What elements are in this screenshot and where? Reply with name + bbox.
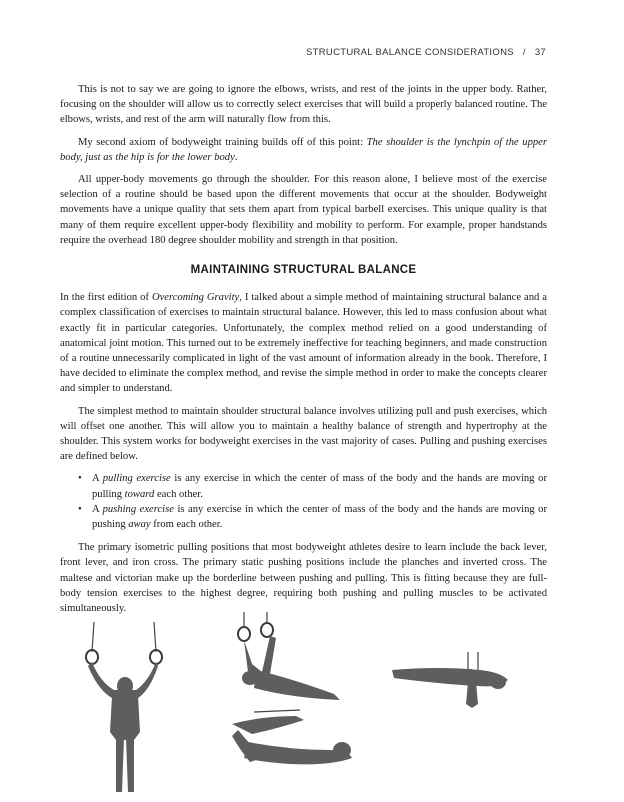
- list-item-emphasis: away: [128, 519, 151, 531]
- list-item-article: A: [92, 473, 103, 485]
- exercise-illustrations: [0, 612, 624, 802]
- paragraph-2-end: .: [234, 151, 238, 163]
- list-item: [60, 502, 547, 532]
- paragraph-6: The primary isometric pulling positions that most bodyweight athletes desire to learn include the back lever, front lever, and iron cross. The primary static pushing positions include the planches and inverted cross. The maltese and victorian make up the borderline between pushing and pulling. This is fitting because they are full-body tension exercises to the highest degree, requiring both pushing and pulling muscles to be activated simultaneously.: [60, 542, 547, 615]
- paragraph-3: All upper-body movements go through the shoulder. For this reason alone, I believe most of the exercise selection of a routine should be based upon the different movements that occur at the shoulder. Bodyweight movements have a unique quality that sets them apart from typical barbell exercises. This unique quality is that many of them require excellent upper-body flexibility and mobility to perform. For example, proper handstands require the overhead 180 degree shoulder mobility and strength in that position.: [60, 174, 547, 246]
- maltese-floor-figure: [232, 710, 352, 764]
- maltese-rings-figure: [238, 612, 340, 700]
- list-item-text: is any exercise in which the center of mass of the body and the hands are moving or pulling: [92, 473, 547, 500]
- page-body: [60, 82, 547, 623]
- definition-list: [60, 471, 547, 532]
- running-header: [306, 47, 546, 58]
- paragraph-1: This is not to say we are going to ignore the elbows, wrists, and rest of the joints in the upper body. Rather, focusing on the shoulder will allow us to correctly select exercises that will build a properly balanced routine. The elbows, wrists, and rest of the arm will naturally flow from this.: [60, 84, 547, 126]
- list-item-emphasis: toward: [124, 488, 155, 500]
- paragraph-4-lead: In the first edition of: [60, 292, 152, 304]
- iron-cross-figure: [86, 622, 162, 792]
- section-heading: MAINTAINING STRUCTURAL BALANCE: [190, 264, 417, 277]
- header-section-title: STRUCTURAL BALANCE CONSIDERATIONS: [306, 47, 514, 58]
- paragraph-4-rest: , I talked about a simple method of maintaining structural balance and a complex classification of exercises to maintain structural balance. However, this led to mass confusion about what exactly fit in particular categories. Unfortunately, the complex method relied on a good understanding of anatomical joint motion. This turned out to be extremely ineffective for teaching beginners, and made construction of a routine unnecessarily complicated in light of the vast amount of information already in the book. Therefore, I have decided to eliminate the complex method, and revise the simple method in order to make the concepts clearer and simpler to understand.: [60, 292, 547, 395]
- list-item-term: pulling exercise: [102, 473, 171, 485]
- axiom-italic: The shoulder is the lynchpin of the upper body, just as the hip is for the lower body: [60, 136, 547, 163]
- page-number: 37: [534, 47, 546, 58]
- paragraph-2: [60, 135, 547, 165]
- figures-svg: [0, 612, 624, 802]
- book-title-italic: Overcoming Gravity: [151, 292, 240, 304]
- planche-rings-figure: [392, 652, 508, 708]
- list-item-text: is any exercise in which the center of mass of the body and the hands are moving or pushing: [92, 503, 547, 531]
- paragraph-4: [60, 290, 547, 396]
- list-item-term: pushing exercise: [102, 503, 174, 515]
- list-item-end: from each other.: [150, 519, 223, 531]
- bullet-icon: •: [78, 473, 82, 485]
- bullet-icon: •: [78, 503, 82, 515]
- list-item-end: each other.: [154, 488, 203, 500]
- list-item: [60, 471, 547, 501]
- paragraph-2-lead: My second axiom of bodyweight training builds off of this point:: [78, 136, 367, 148]
- list-item-article: A: [92, 503, 103, 515]
- paragraph-5: The simplest method to maintain shoulder structural balance involves utilizing pull and push exercises, which will offset one another. This will allow you to maintain a healthy balance of strength and hypertrophy at the shoulder. This system works for bodyweight exercises in the vast majority of cases. Pulling and pushing exercises are defined below.: [60, 405, 547, 463]
- header-separator: /: [522, 47, 526, 58]
